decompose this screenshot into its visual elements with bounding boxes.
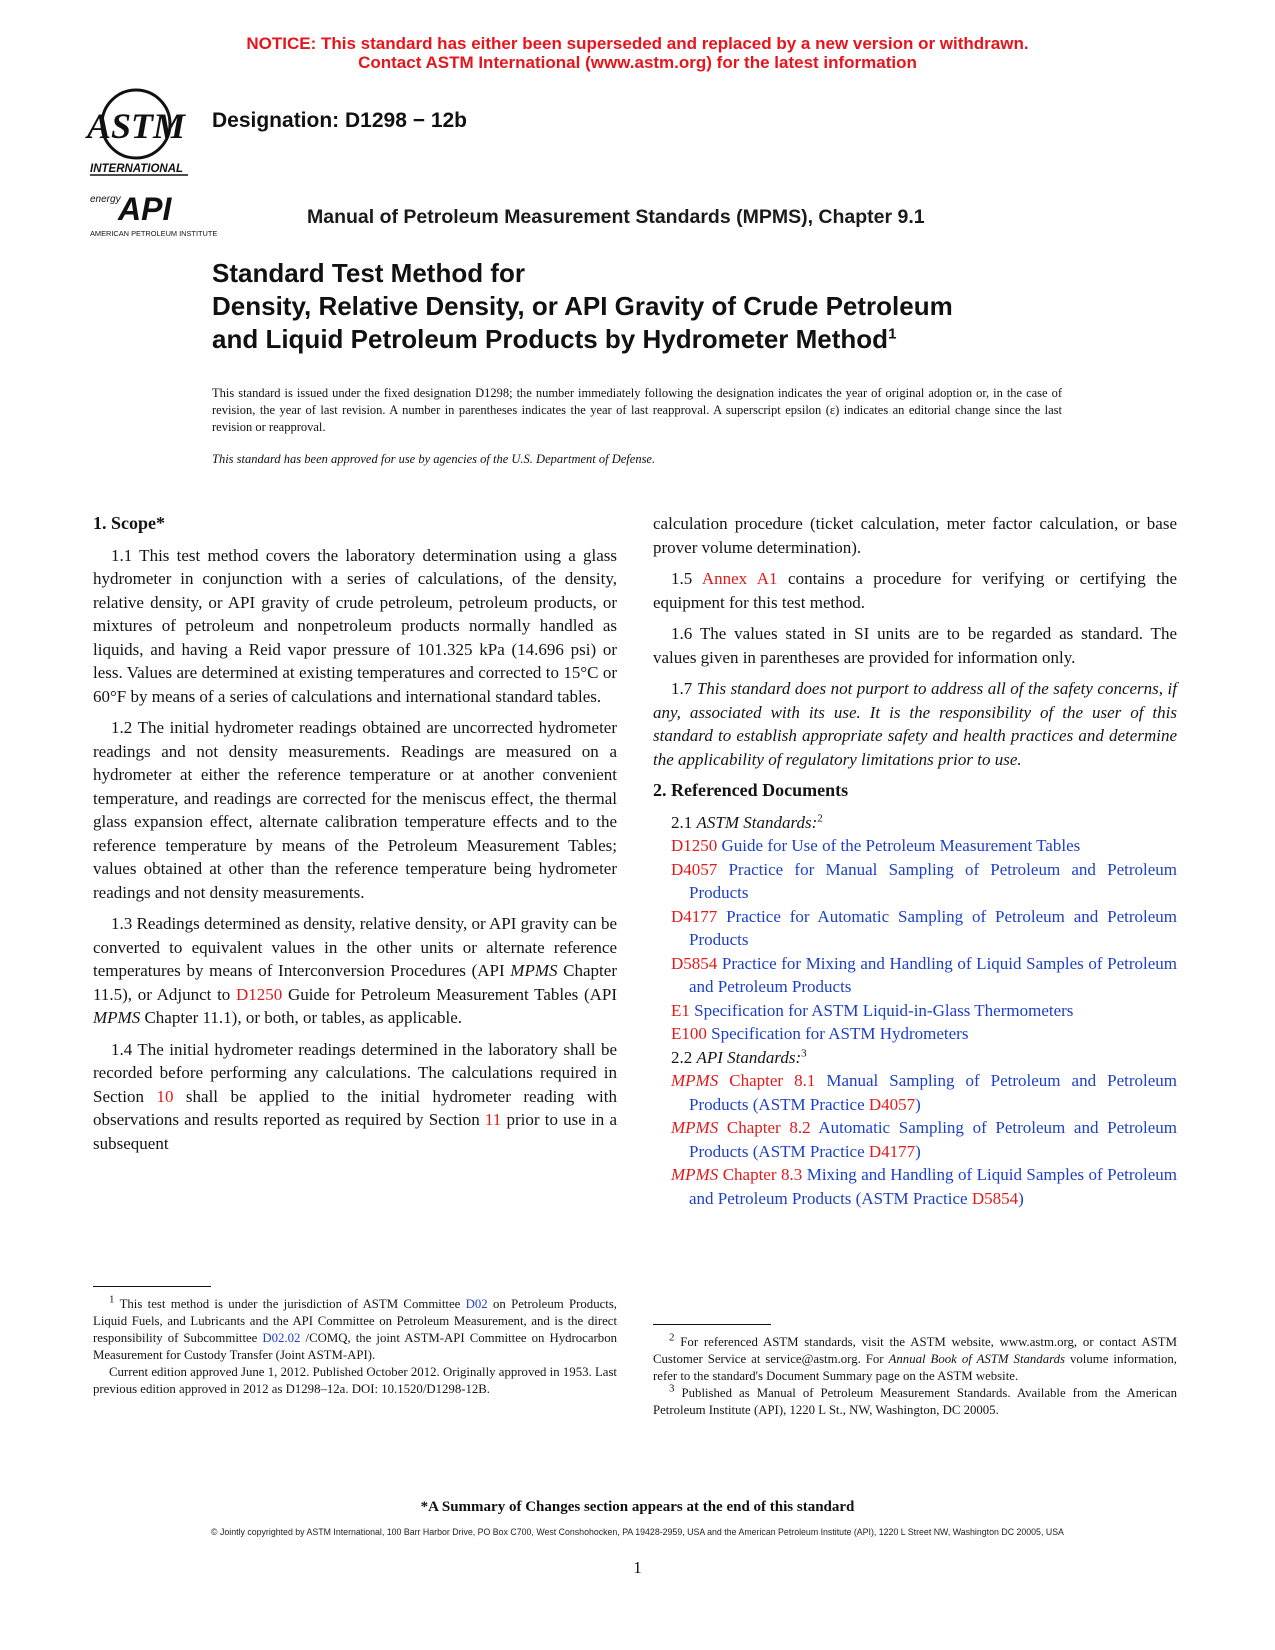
- p1-4-text-b: shall be applied to the initial hydrometer reading with observations and results reported as required by Section: [93, 1086, 617, 1129]
- paragraph-1-1: 1.1 This test method covers the laboratory determination using a glass hydrometer in conjunction with a series of calculations, of the density, relative density, or API gravity of crude petroleum, petroleum products, or mixtures of petroleum and nonpetroleum products normally handled as liquids, and having a Reid vapor pressure of 101.325 kPa (14.696 psi) or less. Values are determined at existing temperatures and corrected to 15°C or 60°F by means of a series of calculations and international standard tables.: [93, 545, 617, 706]
- p1-7-text: This standard does not purport to address all of the safety concerns, if any, associated with its use. It is the responsibility of the user of this standard to establish appropriate safety and health practices and determine the applicability of regulatory limitations prior to use.: [653, 679, 1177, 769]
- title-line-1: Standard Test Method for: [212, 258, 525, 288]
- astm-sub-num: 2.1: [671, 812, 697, 832]
- astm-international-logo: [88, 86, 198, 178]
- designation: Designation: D1298 − 12b: [212, 109, 468, 132]
- left-footnote-rule: [93, 1286, 211, 1287]
- fn1-text-a: This test method is under the jurisdiction of ASTM Committee: [114, 1297, 466, 1311]
- astm-ref-item[interactable]: [671, 952, 1177, 999]
- link-section-10[interactable]: 10: [156, 1086, 174, 1106]
- issue-note: This standard is issued under the fixed designation D1298; the number immediately following the designation indicates the year of original adoption or, in the case of revision, the year of last revision. A number in parentheses indicates the year of last reapproval. A superscript epsilon (ε) indicates an editorial change since the last revision or reapproval.: [212, 386, 1062, 434]
- footnote-3: [653, 1382, 1177, 1419]
- api-logo-letters: API: [118, 191, 172, 227]
- p1-3-text-a: 1.3 Readings determined as density, relative density, or API gravity can be converted to equivalent values in the other units or alternate reference temperatures by means of Interconversion Procedures (API: [93, 914, 617, 980]
- ref-close: ): [915, 1141, 921, 1161]
- ref-title: Specification for ASTM Liquid-in-Glass Thermometers: [689, 1000, 1074, 1020]
- title-line-3-text: and Liquid Petroleum Products by Hydrometer Method: [212, 324, 889, 354]
- ref-title: Guide for Use of the Petroleum Measurement Tables: [717, 836, 1081, 855]
- p1-4-text-c: prior to use in a subsequent: [93, 1110, 617, 1153]
- astm-ref-item[interactable]: [671, 1022, 1177, 1046]
- ref-mpms: MPMS: [671, 1118, 719, 1137]
- p1-4-text-a: 1.4 The initial hydrometer readings determined in the laboratory shall be recorded before performing any calculations. The calculations required in Section: [93, 1039, 617, 1106]
- api-sub-footnote: 3: [801, 1046, 807, 1059]
- referenced-documents-heading: 2. Referenced Documents: [653, 780, 849, 800]
- astm-ref-item[interactable]: [671, 999, 1177, 1023]
- link-section-11[interactable]: 11: [484, 1110, 502, 1129]
- fn2-text-a: For referenced ASTM standards, visit the ASTM website, www.astm.org, or contact ASTM Customer Service at service@astm.org. For: [653, 1335, 1177, 1366]
- fn3-text: Published as Manual of Petroleum Measurement Standards. Available from the American Petroleum Institute (API), 1220 L St., NW, Washington, DC 20005.: [653, 1386, 1177, 1417]
- astm-standards-subheading: [653, 811, 1177, 835]
- footnote-1: [93, 1293, 618, 1364]
- left-column: [93, 512, 617, 1163]
- p1-5-text: contains a procedure for verifying or certifying the equipment for this test method.: [653, 569, 1177, 612]
- api-sub-num: 2.2: [671, 1047, 697, 1067]
- api-logo-institute: AMERICAN PETROLEUM INSTITUTE: [90, 229, 218, 238]
- api-ref-item[interactable]: [671, 1116, 1177, 1163]
- title-line-3: [212, 323, 953, 356]
- ref-code: D4057: [868, 1094, 916, 1114]
- notice-line-2: Contact ASTM International (www.astm.org) for the latest information: [358, 53, 917, 72]
- left-footnotes: [93, 1293, 618, 1398]
- astm-ref-item[interactable]: [671, 905, 1177, 952]
- ref-chapter: Chapter 8.2: [718, 1118, 811, 1137]
- paragraph-1-5: [653, 567, 1177, 614]
- p1-3-text-d: Chapter 11.1), or both, or tables, as applicable.: [140, 1008, 463, 1027]
- paragraph-1-7: [653, 677, 1177, 771]
- ref-title: Practice for Manual Sampling of Petroleum and Petroleum Products: [689, 859, 1177, 902]
- ref-code: D1250: [671, 836, 718, 855]
- ref-code: E100: [671, 1024, 707, 1043]
- paragraph-1-2: 1.2 The initial hydrometer readings obtained are uncorrected hydrometer readings and not density measurements. Readings are measured on a hydrometer at either the reference temperature or at another convenient temperature, and readings are corrected for the meniscus effect, the thermal glass expansion effect, alternate calibration temperature effects and to the reference temperature by means of the Petroleum Measurement Tables; values obtained at other than the reference temperature being hydrometer readings and not density measurements.: [93, 718, 617, 902]
- ref-chapter: Chapter 8.1: [718, 1071, 816, 1090]
- link-annex-a1[interactable]: Annex A1: [701, 569, 778, 588]
- right-column: [653, 512, 1177, 1210]
- ref-code: D4057: [671, 859, 718, 879]
- api-sub-label: API Standards:: [696, 1047, 802, 1067]
- fn3-mark: 3: [669, 1382, 675, 1395]
- p1-3-text-b: Chapter 11.5), or Adjunct to: [93, 961, 617, 1004]
- astm-reference-list: [653, 834, 1177, 1046]
- fn2-italic: Annual Book of ASTM Standards: [888, 1352, 1065, 1366]
- ref-title: Automatic Sampling of Petroleum and Petroleum Products (ASTM Practice: [689, 1118, 1177, 1161]
- document-title: [212, 257, 953, 356]
- paragraph-1-3: [93, 912, 617, 1030]
- summary-of-changes-note: *A Summary of Changes section appears at the end of this standard: [420, 1499, 855, 1515]
- ref-chapter: Chapter 8.3: [718, 1165, 803, 1184]
- fn2-text-b: volume information, refer to the standard's Document Summary page on the ASTM website.: [653, 1352, 1178, 1383]
- ref-code: D4177: [868, 1141, 916, 1161]
- ref-title: Practice for Mixing and Handling of Liquid Samples of Petroleum and Petroleum Products: [689, 953, 1177, 996]
- notice-line-1: NOTICE: This standard has either been superseded and replaced by a new version or withdrawn.: [246, 34, 1029, 53]
- link-subcommittee-d02-02[interactable]: D02.02: [262, 1331, 301, 1345]
- ref-code: E1: [671, 1000, 690, 1020]
- api-ref-item[interactable]: [671, 1163, 1177, 1210]
- fn2-mark: 2: [669, 1331, 675, 1344]
- p1-5-num: 1.5: [671, 569, 702, 588]
- title-footnote-mark: 1: [888, 325, 897, 343]
- ref-mpms: MPMS: [671, 1071, 719, 1090]
- page-number: 1: [633, 1558, 642, 1577]
- p1-3-mpms-1: MPMS: [510, 961, 558, 980]
- title-line-2: Density, Relative Density, or API Gravity of Crude Petroleum: [212, 291, 953, 321]
- ref-mpms: MPMS: [671, 1165, 719, 1184]
- link-committee-d02[interactable]: D02: [465, 1297, 488, 1311]
- supersede-notice: [0, 34, 1275, 72]
- footnote-2: [653, 1331, 1178, 1385]
- ref-close: ): [1018, 1188, 1024, 1208]
- footnote-1-edition: Current edition approved June 1, 2012. Published October 2012. Originally approved in 1953. Last previous edition approved in 2012 as D1298–12a. DOI: 10.1520/D1298-12B.: [93, 1365, 617, 1396]
- ref-title: Mixing and Handling of Liquid Samples of Petroleum and Petroleum Products (ASTM Practice: [689, 1165, 1177, 1208]
- ref-title: Specification for ASTM Hydrometers: [706, 1024, 969, 1043]
- ref-title: Practice for Automatic Sampling of Petroleum and Petroleum Products: [689, 906, 1177, 949]
- api-reference-list: [653, 1069, 1177, 1210]
- astm-sub-footnote: 2: [817, 811, 823, 824]
- api-logo-energy: energy: [90, 194, 121, 205]
- astm-ref-item[interactable]: [671, 858, 1177, 905]
- ref-code: D5854: [671, 953, 718, 973]
- scope-heading: 1. Scope*: [93, 513, 165, 533]
- api-standards-subheading: [653, 1046, 1177, 1070]
- ref-title: Manual Sampling of Petroleum and Petroleum Products (ASTM Practice: [689, 1071, 1177, 1114]
- ref-code: D4177: [671, 906, 718, 926]
- fn1-mark: 1: [109, 1293, 115, 1306]
- ref-code: D5854: [971, 1188, 1019, 1208]
- fn1-text-c: /COMQ, the joint ASTM-API Committee on Hydrocarbon Measurement for Custody Transfer (Joint ASTM-API).: [93, 1331, 617, 1362]
- p1-3-text-c: Guide for Petroleum Measurement Tables (API: [282, 984, 618, 1004]
- fn1-text-b: on Petroleum Products, Liquid Fuels, and Lubricants and the API Committee on Petroleum Measurement, and is the direct responsibility of Subcommittee: [93, 1297, 618, 1345]
- p1-7-num: 1.7: [671, 679, 697, 698]
- astm-logo-international: INTERNATIONAL: [90, 163, 184, 175]
- paragraph-1-6: 1.6 The values stated in SI units are to be regarded as standard. The values given in parentheses are provided for information only.: [653, 624, 1177, 667]
- astm-ref-item[interactable]: [671, 834, 1177, 858]
- paragraph-1-4: [93, 1038, 617, 1156]
- manual-chapter: Manual of Petroleum Measurement Standards (MPMS), Chapter 9.1: [307, 206, 925, 228]
- ref-close: ): [915, 1094, 921, 1114]
- dod-approval-note: This standard has been approved for use by agencies of the U.S. Department of Defense.: [212, 452, 656, 466]
- right-footnote-rule: [653, 1324, 771, 1325]
- api-ref-item[interactable]: [671, 1069, 1177, 1116]
- p1-3-mpms-2: MPMS: [93, 1008, 141, 1027]
- paragraph-1-4-continued: calculation procedure (ticket calculation, meter factor calculation, or base prover volume determination).: [653, 514, 1177, 557]
- astm-logo-letters: ASTM: [86, 106, 186, 146]
- astm-sub-label: ASTM Standards:: [696, 812, 818, 832]
- link-d1250[interactable]: D1250: [235, 984, 283, 1004]
- copyright-line: © Jointly copyrighted by ASTM International, 100 Barr Harbor Drive, PO Box C700, West Conshohocken, PA 19428-2959, USA and the American Petroleum Institute (API), 1220 L Street NW, Washington DC 20005, USA: [211, 1527, 1064, 1537]
- api-logo: [88, 186, 218, 242]
- right-footnotes: [653, 1331, 1178, 1419]
